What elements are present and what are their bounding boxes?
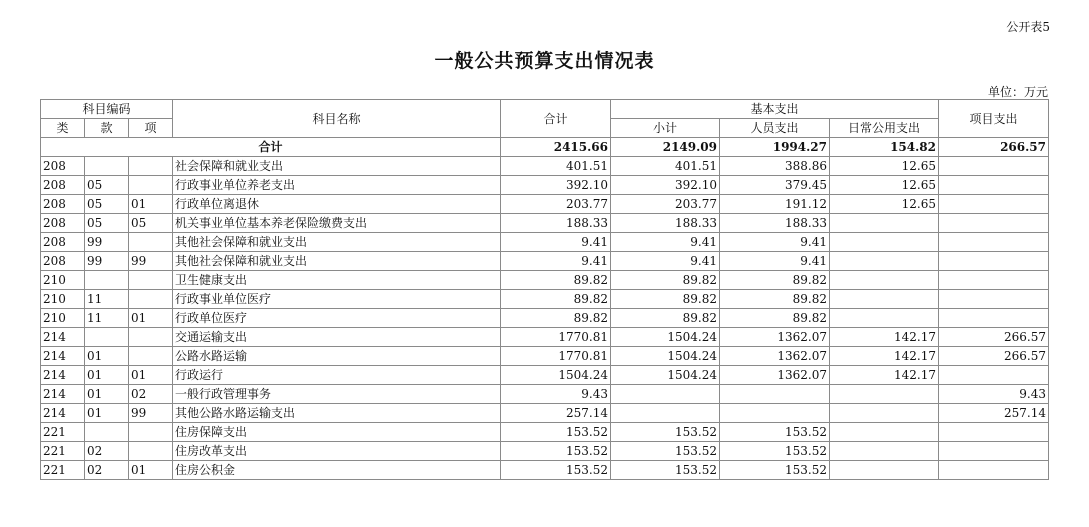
cell-subject-name: 交通运输支出 (173, 328, 501, 347)
cell-item (129, 442, 173, 461)
cell-daily-public (830, 290, 939, 309)
total-value: 2415.66 (501, 138, 611, 157)
cell-category: 208 (41, 176, 85, 195)
cell-personnel: 89.82 (720, 309, 830, 328)
total-label: 合计 (41, 138, 501, 157)
header-project: 项目支出 (939, 100, 1049, 138)
table-row (41, 214, 1049, 233)
cell-total: 89.82 (501, 309, 611, 328)
cell-total: 9.41 (501, 252, 611, 271)
cell-section: 05 (85, 195, 129, 214)
cell-personnel: 153.52 (720, 461, 830, 480)
cell-subject-name: 其他社会保障和就业支出 (173, 233, 501, 252)
cell-total: 153.52 (501, 423, 611, 442)
cell-total: 203.77 (501, 195, 611, 214)
header-item: 项 (129, 119, 173, 138)
cell-project: 266.57 (939, 347, 1049, 366)
cell-total: 1504.24 (501, 366, 611, 385)
cell-item (129, 176, 173, 195)
cell-category: 208 (41, 214, 85, 233)
cell-subject-name: 社会保障和就业支出 (173, 157, 501, 176)
cell-subject-name: 行政事业单位医疗 (173, 290, 501, 309)
header-subtotal: 小计 (611, 119, 720, 138)
cell-personnel: 153.52 (720, 442, 830, 461)
cell-item: 99 (129, 404, 173, 423)
cell-item: 05 (129, 214, 173, 233)
page-title: 一般公共预算支出情况表 (434, 50, 655, 72)
cell-category: 221 (41, 423, 85, 442)
cell-project (939, 442, 1049, 461)
cell-total: 392.10 (501, 176, 611, 195)
cell-section (85, 328, 129, 347)
table-row (41, 461, 1049, 480)
cell-daily-public (830, 404, 939, 423)
cell-category: 221 (41, 461, 85, 480)
cell-subject-name: 住房保障支出 (173, 423, 501, 442)
cell-category: 208 (41, 252, 85, 271)
cell-daily-public (830, 442, 939, 461)
cell-category: 214 (41, 366, 85, 385)
cell-subject-name: 卫生健康支出 (173, 271, 501, 290)
cell-subtotal: 1504.24 (611, 347, 720, 366)
cell-total: 1770.81 (501, 347, 611, 366)
cell-personnel: 153.52 (720, 423, 830, 442)
cell-section (85, 157, 129, 176)
total-subtotal: 2149.09 (611, 138, 720, 157)
cell-category: 210 (41, 290, 85, 309)
table-row (41, 176, 1049, 195)
cell-daily-public (830, 385, 939, 404)
cell-section (85, 423, 129, 442)
cell-daily-public (830, 271, 939, 290)
cell-item (129, 347, 173, 366)
cell-project (939, 214, 1049, 233)
cell-item (129, 271, 173, 290)
total-row (41, 138, 1049, 157)
cell-total: 9.43 (501, 385, 611, 404)
header-section: 款 (85, 119, 129, 138)
cell-project (939, 271, 1049, 290)
unit-label: 单位：万元 (987, 85, 1048, 99)
cell-project (939, 290, 1049, 309)
cell-project: 257.14 (939, 404, 1049, 423)
cell-subtotal: 401.51 (611, 157, 720, 176)
table-row (41, 385, 1049, 404)
table-row (41, 366, 1049, 385)
cell-section: 05 (85, 176, 129, 195)
header-daily-public: 日常公用支出 (830, 119, 939, 138)
cell-category: 210 (41, 309, 85, 328)
cell-section: 02 (85, 461, 129, 480)
cell-subject-name: 行政运行 (173, 366, 501, 385)
cell-subtotal: 153.52 (611, 461, 720, 480)
cell-item (129, 233, 173, 252)
cell-project (939, 252, 1049, 271)
table-code: 公开表5 (1006, 20, 1050, 34)
cell-subject-name: 行政单位医疗 (173, 309, 501, 328)
cell-item: 01 (129, 195, 173, 214)
cell-subtotal: 89.82 (611, 309, 720, 328)
cell-daily-public (830, 233, 939, 252)
cell-project: 9.43 (939, 385, 1049, 404)
cell-personnel: 379.45 (720, 176, 830, 195)
cell-section: 99 (85, 252, 129, 271)
cell-subject-name: 其他公路水路运输支出 (173, 404, 501, 423)
cell-subject-name: 公路水路运输 (173, 347, 501, 366)
total-personnel: 1994.27 (720, 138, 830, 157)
cell-total: 1770.81 (501, 328, 611, 347)
header-subject-code: 科目编码 (41, 100, 173, 119)
cell-item: 99 (129, 252, 173, 271)
table-row (41, 271, 1049, 290)
total-daily-public: 154.82 (830, 138, 939, 157)
cell-personnel (720, 404, 830, 423)
cell-total: 153.52 (501, 442, 611, 461)
table-row (41, 347, 1049, 366)
cell-category: 208 (41, 233, 85, 252)
cell-section: 05 (85, 214, 129, 233)
cell-personnel: 1362.07 (720, 366, 830, 385)
cell-category: 214 (41, 385, 85, 404)
header-subject-name: 科目名称 (173, 100, 501, 138)
cell-total: 401.51 (501, 157, 611, 176)
header-basic-expenditure: 基本支出 (611, 100, 939, 119)
cell-section: 01 (85, 347, 129, 366)
cell-subtotal (611, 385, 720, 404)
cell-subject-name: 机关事业单位基本养老保险缴费支出 (173, 214, 501, 233)
header-row-1 (41, 100, 1049, 119)
cell-item: 02 (129, 385, 173, 404)
budget-table (40, 99, 1049, 480)
cell-total: 188.33 (501, 214, 611, 233)
cell-personnel: 89.82 (720, 271, 830, 290)
cell-daily-public (830, 214, 939, 233)
cell-subtotal: 89.82 (611, 271, 720, 290)
cell-section: 02 (85, 442, 129, 461)
cell-subtotal: 9.41 (611, 252, 720, 271)
table-row (41, 423, 1049, 442)
cell-personnel (720, 385, 830, 404)
total-project: 266.57 (939, 138, 1049, 157)
cell-item: 01 (129, 309, 173, 328)
cell-project (939, 461, 1049, 480)
cell-total: 257.14 (501, 404, 611, 423)
cell-category: 214 (41, 328, 85, 347)
cell-personnel: 9.41 (720, 252, 830, 271)
header-category: 类 (41, 119, 85, 138)
header-total: 合计 (501, 100, 611, 138)
cell-category: 221 (41, 442, 85, 461)
cell-project (939, 423, 1049, 442)
cell-subject-name: 住房改革支出 (173, 442, 501, 461)
cell-project (939, 309, 1049, 328)
cell-item (129, 157, 173, 176)
cell-category: 214 (41, 347, 85, 366)
cell-item (129, 290, 173, 309)
cell-subtotal: 1504.24 (611, 366, 720, 385)
cell-subtotal: 153.52 (611, 442, 720, 461)
cell-subject-name: 一般行政管理事务 (173, 385, 501, 404)
cell-subject-name: 住房公积金 (173, 461, 501, 480)
cell-project (939, 366, 1049, 385)
cell-personnel: 1362.07 (720, 347, 830, 366)
table-row (41, 309, 1049, 328)
cell-item (129, 328, 173, 347)
header-personnel: 人员支出 (720, 119, 830, 138)
cell-total: 89.82 (501, 271, 611, 290)
cell-subtotal: 1504.24 (611, 328, 720, 347)
cell-item: 01 (129, 461, 173, 480)
cell-subtotal: 9.41 (611, 233, 720, 252)
cell-personnel: 191.12 (720, 195, 830, 214)
cell-project (939, 195, 1049, 214)
cell-section: 01 (85, 366, 129, 385)
cell-subject-name: 其他社会保障和就业支出 (173, 252, 501, 271)
cell-total: 153.52 (501, 461, 611, 480)
cell-category: 208 (41, 195, 85, 214)
table-row (41, 195, 1049, 214)
cell-personnel: 9.41 (720, 233, 830, 252)
cell-subject-name: 行政事业单位养老支出 (173, 176, 501, 195)
cell-daily-public (830, 461, 939, 480)
cell-daily-public: 142.17 (830, 366, 939, 385)
cell-subtotal (611, 404, 720, 423)
cell-section (85, 271, 129, 290)
cell-daily-public (830, 309, 939, 328)
cell-daily-public: 12.65 (830, 176, 939, 195)
cell-section: 11 (85, 290, 129, 309)
cell-daily-public: 12.65 (830, 157, 939, 176)
cell-project (939, 157, 1049, 176)
cell-item: 01 (129, 366, 173, 385)
table-row (41, 404, 1049, 423)
cell-subtotal: 188.33 (611, 214, 720, 233)
cell-category: 208 (41, 157, 85, 176)
cell-subtotal: 392.10 (611, 176, 720, 195)
cell-subtotal: 89.82 (611, 290, 720, 309)
cell-project (939, 176, 1049, 195)
cell-category: 214 (41, 404, 85, 423)
table-row (41, 252, 1049, 271)
cell-project (939, 233, 1049, 252)
cell-subtotal: 153.52 (611, 423, 720, 442)
cell-total: 9.41 (501, 233, 611, 252)
table-row (41, 157, 1049, 176)
cell-daily-public (830, 252, 939, 271)
table-row (41, 233, 1049, 252)
cell-section: 99 (85, 233, 129, 252)
cell-personnel: 388.86 (720, 157, 830, 176)
cell-project: 266.57 (939, 328, 1049, 347)
cell-section: 01 (85, 385, 129, 404)
cell-daily-public: 142.17 (830, 328, 939, 347)
cell-category: 210 (41, 271, 85, 290)
cell-section: 11 (85, 309, 129, 328)
cell-personnel: 1362.07 (720, 328, 830, 347)
table-row (41, 328, 1049, 347)
cell-daily-public: 12.65 (830, 195, 939, 214)
cell-personnel: 188.33 (720, 214, 830, 233)
cell-personnel: 89.82 (720, 290, 830, 309)
cell-section: 01 (85, 404, 129, 423)
cell-subtotal: 203.77 (611, 195, 720, 214)
cell-daily-public (830, 423, 939, 442)
cell-item (129, 423, 173, 442)
cell-total: 89.82 (501, 290, 611, 309)
cell-daily-public: 142.17 (830, 347, 939, 366)
cell-subject-name: 行政单位离退休 (173, 195, 501, 214)
table-row (41, 442, 1049, 461)
table-row (41, 290, 1049, 309)
